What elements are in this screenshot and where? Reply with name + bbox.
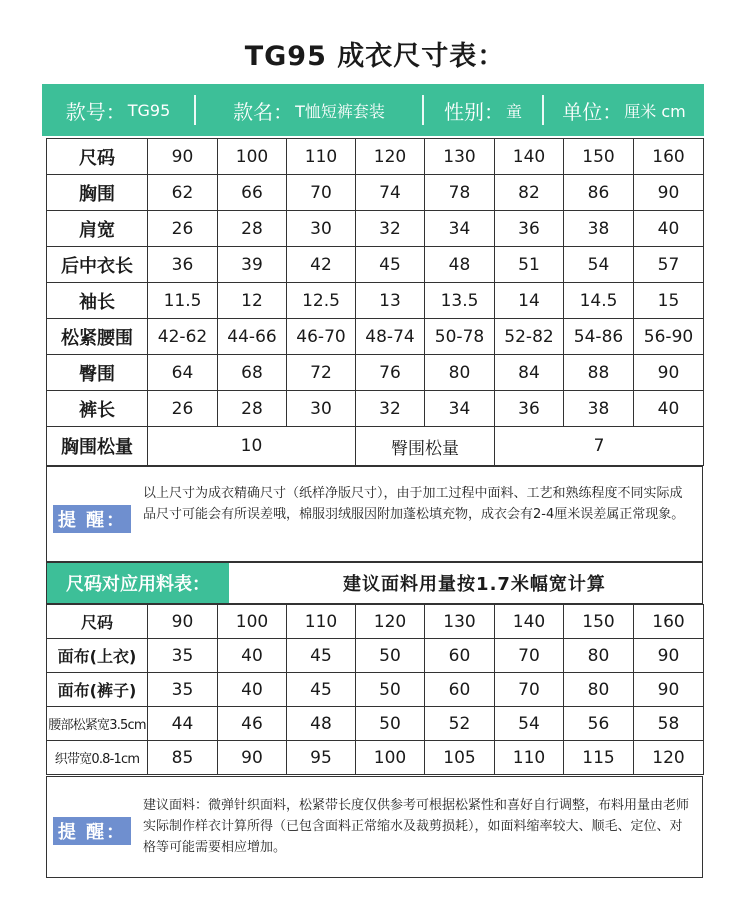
- gender-label: 性别：: [443, 99, 504, 124]
- hip-ease-label: 臀围松量: [356, 427, 495, 466]
- row-label: 尺码: [47, 139, 148, 175]
- table-cell: 72: [287, 355, 356, 391]
- table-cell: 50: [356, 673, 425, 707]
- table-cell: 12.5: [287, 283, 356, 319]
- row-label: 松紧腰围: [47, 319, 148, 355]
- table-cell: 58: [634, 707, 704, 741]
- table-cell: 90: [634, 639, 704, 673]
- table-cell: 46: [218, 707, 287, 741]
- table-cell: 80: [564, 639, 634, 673]
- table-cell: 48: [287, 707, 356, 741]
- table-cell: 54: [495, 707, 564, 741]
- table-cell: 66: [218, 175, 287, 211]
- usage-header: [46, 562, 703, 604]
- unit-label: 单位：: [562, 99, 623, 124]
- table-cell: 13.5: [425, 283, 495, 319]
- table-cell: 140: [495, 605, 564, 639]
- table-cell: 95: [287, 741, 356, 775]
- table-cell: 56: [564, 707, 634, 741]
- fabric-reminder-text: 建议面料：微弹针织面料，松紧带长度仅供参考可根据松紧性和喜好自行调整，布料用量由老师实际制作样衣计算所得（已包含面料正常缩水及裁剪损耗），如面料缩率较大、顺毛、定位、对格等可能需要相应增加。: [143, 798, 690, 855]
- table-cell: 78: [425, 175, 495, 211]
- table-cell: 150: [564, 605, 634, 639]
- header-divider: [422, 95, 424, 125]
- table-cell: 60: [425, 673, 495, 707]
- table-cell: 42-62: [148, 319, 218, 355]
- table-cell: 44: [148, 707, 218, 741]
- table-cell: 90: [148, 605, 218, 639]
- table-cell: 120: [356, 139, 425, 175]
- reminder-text: 以上尺寸为成衣精确尺寸（纸样净版尺寸），由于加工过程中面料、工艺和熟练程度不同实际成品尺寸可能会有所误差哦，棉服羽绒服因附加蓬松填充物，成衣会有2-4厘米误差属正常现象。: [143, 486, 685, 522]
- table-cell: 45: [356, 247, 425, 283]
- table-cell: 45: [287, 639, 356, 673]
- gender-field: [424, 84, 542, 136]
- table-cell: 35: [148, 639, 218, 673]
- table-cell: 30: [287, 391, 356, 427]
- table-cell: 48-74: [356, 319, 425, 355]
- spec-header-bar: [42, 84, 704, 136]
- chest-ease-value: 10: [148, 427, 356, 466]
- table-cell: 14.5: [564, 283, 634, 319]
- row-label: 腰部松紧宽3.5cm: [47, 707, 148, 741]
- table-row: [47, 605, 704, 639]
- table-cell: 26: [148, 391, 218, 427]
- table-cell: 115: [564, 741, 634, 775]
- gender-value: 童: [505, 101, 522, 121]
- reminder-box: [46, 466, 703, 562]
- table-cell: 48: [425, 247, 495, 283]
- table-cell: 26: [148, 211, 218, 247]
- table-cell: 110: [495, 741, 564, 775]
- header-divider: [194, 95, 196, 125]
- row-label: 尺码: [47, 605, 148, 639]
- table-cell: 36: [495, 391, 564, 427]
- table-row: [47, 639, 704, 673]
- table-cell: 45: [287, 673, 356, 707]
- row-label: 胸围: [47, 175, 148, 211]
- table-row: [47, 707, 704, 741]
- table-cell: 11.5: [148, 283, 218, 319]
- style-no-value: TG95: [127, 100, 171, 120]
- table-cell: 12: [218, 283, 287, 319]
- table-cell: 42: [287, 247, 356, 283]
- table-cell: 110: [287, 605, 356, 639]
- reminder-label: 提 醒：: [53, 505, 131, 533]
- row-label: 织带宽0.8-1cm: [47, 741, 148, 775]
- table-cell: 38: [564, 211, 634, 247]
- table-cell: 150: [564, 139, 634, 175]
- table-cell: 160: [634, 139, 704, 175]
- table-row: [47, 355, 704, 391]
- hip-ease-value: 7: [495, 427, 704, 466]
- row-label: 袖长: [47, 283, 148, 319]
- table-cell: 32: [356, 211, 425, 247]
- page-title: TG95 成衣尺寸表：: [244, 41, 506, 72]
- fabric-reminder-box: [46, 776, 703, 878]
- style-name-field: [196, 84, 422, 136]
- table-cell: 60: [425, 639, 495, 673]
- table-cell: 130: [425, 605, 495, 639]
- table-row: [47, 673, 704, 707]
- table-cell: 64: [148, 355, 218, 391]
- table-cell: 40: [634, 211, 704, 247]
- table-cell: 74: [356, 175, 425, 211]
- table-cell: 86: [564, 175, 634, 211]
- table-cell: 28: [218, 211, 287, 247]
- table-cell: 40: [218, 639, 287, 673]
- table-cell: 110: [287, 139, 356, 175]
- table-row: [47, 319, 704, 355]
- size-table: [46, 138, 704, 466]
- table-cell: 28: [218, 391, 287, 427]
- row-label: 裤长: [47, 391, 148, 427]
- table-cell: 90: [634, 355, 704, 391]
- table-cell: 84: [495, 355, 564, 391]
- usage-tag: 尺码对应用料表：: [47, 563, 229, 603]
- table-row: [47, 139, 704, 175]
- table-cell: 50-78: [425, 319, 495, 355]
- unit-value: 厘米 cm: [624, 101, 686, 121]
- ease-row: [47, 427, 704, 466]
- table-cell: 36: [148, 247, 218, 283]
- table-cell: 100: [218, 605, 287, 639]
- table-cell: 105: [425, 741, 495, 775]
- style-no-field: [42, 84, 194, 136]
- table-row: [47, 247, 704, 283]
- table-cell: 130: [425, 139, 495, 175]
- row-label: 面布(上衣): [47, 639, 148, 673]
- fabric-reminder-label: 提 醒：: [53, 817, 131, 845]
- table-cell: 40: [218, 673, 287, 707]
- table-row: [47, 391, 704, 427]
- table-cell: 35: [148, 673, 218, 707]
- table-cell: 70: [495, 639, 564, 673]
- style-name-label: 款名：: [233, 99, 294, 124]
- table-cell: 76: [356, 355, 425, 391]
- table-cell: 62: [148, 175, 218, 211]
- table-cell: 85: [148, 741, 218, 775]
- table-cell: 50: [356, 707, 425, 741]
- table-cell: 50: [356, 639, 425, 673]
- chest-ease-label: 胸围松量: [47, 427, 148, 466]
- table-row: [47, 211, 704, 247]
- table-cell: 36: [495, 211, 564, 247]
- table-cell: 140: [495, 139, 564, 175]
- table-row: [47, 741, 704, 775]
- table-cell: 44-66: [218, 319, 287, 355]
- usage-note: 建议面料用量按1.7米幅宽计算: [343, 574, 606, 595]
- table-cell: 100: [356, 741, 425, 775]
- table-cell: 40: [634, 391, 704, 427]
- table-cell: 80: [564, 673, 634, 707]
- table-cell: 13: [356, 283, 425, 319]
- table-cell: 120: [356, 605, 425, 639]
- table-cell: 39: [218, 247, 287, 283]
- table-cell: 120: [634, 741, 704, 775]
- table-cell: 52-82: [495, 319, 564, 355]
- table-row: [47, 175, 704, 211]
- table-cell: 34: [425, 211, 495, 247]
- table-cell: 38: [564, 391, 634, 427]
- table-cell: 80: [425, 355, 495, 391]
- table-cell: 100: [218, 139, 287, 175]
- table-cell: 34: [425, 391, 495, 427]
- row-label: 后中衣长: [47, 247, 148, 283]
- table-cell: 68: [218, 355, 287, 391]
- table-cell: 70: [495, 673, 564, 707]
- style-no-label: 款号：: [65, 99, 126, 124]
- table-cell: 90: [218, 741, 287, 775]
- table-cell: 30: [287, 211, 356, 247]
- table-cell: 70: [287, 175, 356, 211]
- table-cell: 32: [356, 391, 425, 427]
- table-cell: 90: [148, 139, 218, 175]
- table-cell: 88: [564, 355, 634, 391]
- table-cell: 52: [425, 707, 495, 741]
- unit-field: [544, 84, 704, 136]
- table-cell: 51: [495, 247, 564, 283]
- table-cell: 54-86: [564, 319, 634, 355]
- table-cell: 160: [634, 605, 704, 639]
- style-name-value: T恤短裤套装: [295, 101, 385, 121]
- table-cell: 82: [495, 175, 564, 211]
- table-cell: 90: [634, 673, 704, 707]
- header-divider: [542, 95, 544, 125]
- table-cell: 14: [495, 283, 564, 319]
- table-cell: 57: [634, 247, 704, 283]
- row-label: 肩宽: [47, 211, 148, 247]
- table-cell: 54: [564, 247, 634, 283]
- table-cell: 90: [634, 175, 704, 211]
- table-cell: 15: [634, 283, 704, 319]
- row-label: 臀围: [47, 355, 148, 391]
- fabric-usage-table: [46, 604, 704, 775]
- row-label: 面布(裤子): [47, 673, 148, 707]
- table-row: [47, 283, 704, 319]
- table-cell: 56-90: [634, 319, 704, 355]
- table-cell: 46-70: [287, 319, 356, 355]
